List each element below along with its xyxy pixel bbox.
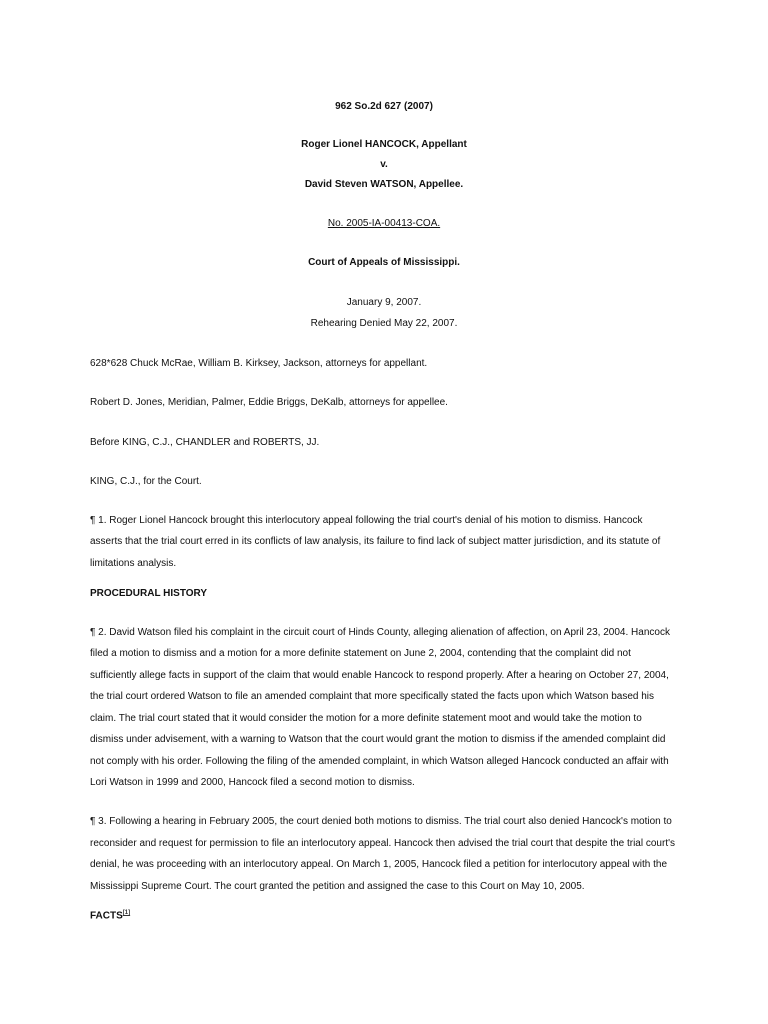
paragraph-line: filed a motion to dismiss and a motion for a more definite statement on June 2, 2004, contending that the complaint did not [90,648,631,659]
court-name: Court of Appeals of Mississippi. [308,257,460,268]
paragraph-line: ¶ 2. David Watson filed his complaint in the circuit court of Hinds County, alleging alienation of affection, on April 23, 2004. Hancock [90,627,670,638]
panel: Before KING, C.J., CHANDLER and ROBERTS, JJ. [90,437,320,448]
paragraph-line: reconsider and request for permission to file an interlocutory appeal. Hancock then advised the trial court that despite the trial court's [90,838,675,849]
appellant-caption: Roger Lionel HANCOCK, Appellant [301,139,467,150]
heading-facts [90,906,130,923]
docket-number [0,217,768,231]
paragraph-line: limitations analysis. [90,558,177,569]
paragraph-line: claim. The trial court stated that it would consider the motion for a more definite statement moot and would take the motion to [90,713,642,724]
paragraph-line: not comply with his order. Following the filing of the amended complaint, in which Watson alleged Hancock conducted an affair with [90,756,669,767]
heading-procedural-history: PROCEDURAL HISTORY [90,588,208,599]
paragraph-line: ¶ 3. Following a hearing in February 2005, the court denied both motions to dismiss. The trial court also denied Hancock's motion to [90,816,672,827]
paragraph-line: the trial court ordered Watson to file an amended complaint that more specifically stated the facts upon which Watson based his [90,691,654,702]
paragraph-line: denial, he was proceeding with an interlocutory appeal. On March 1, 2005, Hancock filed a petition for interlocutory appeal with the [90,859,668,870]
paragraph-line: ¶ 1. Roger Lionel Hancock brought this interlocutory appeal following the trial court's denial of his motion to dismiss. Hancock [90,515,643,526]
decision-date: January 9, 2007. [346,297,422,308]
rehearing-date: Rehearing Denied May 22, 2007. [310,318,458,329]
appellee-attorneys: Robert D. Jones, Meridian, Palmer, Eddie Briggs, DeKalb, attorneys for appellee. [90,397,448,408]
appellant-attorneys: 628*628 Chuck McRae, William B. Kirksey, Jackson, attorneys for appellant. [90,358,428,369]
footnote-link[interactable]: [1] [122,910,131,916]
paragraph-line: sufficiently allege facts in support of the claim that would enable Hancock to respond properly. After a hearing on October 27, 2004, [90,670,669,681]
appellee-caption: David Steven WATSON, Appellee. [304,179,464,190]
citation: 962 So.2d 627 (2007) [335,101,433,112]
paragraph-line: Mississippi Supreme Court. The court granted the petition and assigned the case to this Court on May 10, 2005. [90,881,585,892]
opinion-author: KING, C.J., for the Court. [90,476,202,487]
paragraph-line: dismiss under advisement, with a warning to Watson that the court would grant the motion to dismiss if the amended complaint did [90,734,666,745]
paragraph-line: asserts that the trial court erred in its conflicts of law analysis, its failure to find lack of subject matter jurisdiction, and its statute of [90,536,661,547]
versus: v. [380,159,388,170]
heading-facts-label: FACTS [90,910,123,922]
paragraph-line: Lori Watson in 1999 and 2000, Hancock filed a second motion to dismiss. [90,777,415,788]
docket-number-link[interactable]: No. 2005-IA-00413-COA. [327,218,441,229]
